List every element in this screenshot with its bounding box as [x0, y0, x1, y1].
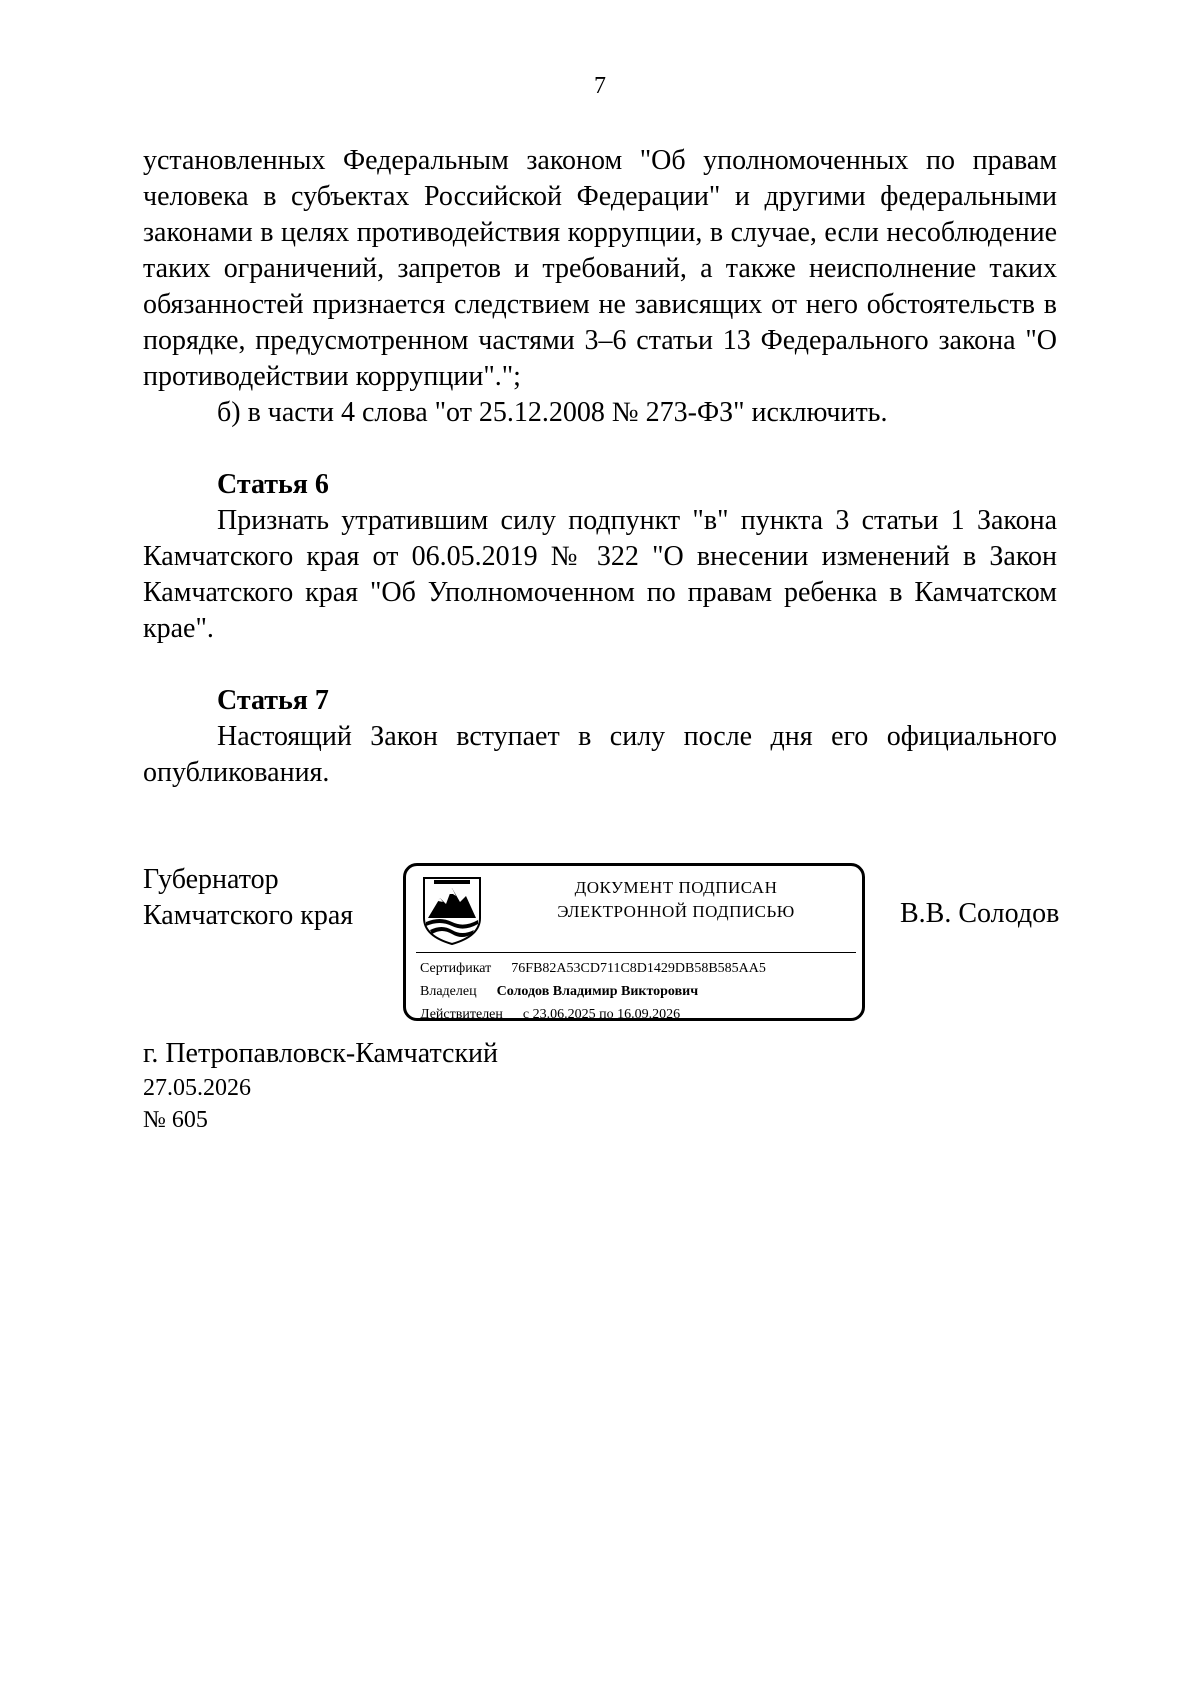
certificate-value: 76FB82A53CD711C8D1429DB58B585AA5	[511, 961, 766, 976]
electronic-signature-stamp	[403, 863, 865, 1021]
article-7-text: Настоящий Закон вступает в силу после дня его официального опубликования.	[143, 721, 1057, 788]
article-6-text: Признать утратившим силу подпункт "в" пункта 3 статьи 1 Закона Камчатского края от 06.05.2019 № 322 "О внесении изменений в Закон Камчатского края "Об Уполномоченном по правам ребенка в Камчатском крае".	[143, 505, 1057, 644]
document-date: 27.05.2026	[143, 1075, 251, 1101]
document-number: № 605	[143, 1107, 208, 1133]
kamchatka-coat-of-arms-icon	[420, 874, 484, 946]
paragraph-continuation: установленных Федеральным законом "Об уполномоченных по правам человека в субъектах Российской Федерации" и другими федеральными законами в целях противодействия коррупции, в случае, если несоблюдение таких ограничений, запретов и требований, а также неисполнение таких обязанностей признается следствием не зависящих от него обстоятельств в порядке, предусмотренном частями 3–6 статьи 13 Федерального закона "О противодействии коррупции".";	[143, 145, 1057, 392]
stamp-title-line-1: ДОКУМЕНТ ПОДПИСАН	[574, 878, 778, 897]
position-line-1: Губернатор	[143, 864, 279, 895]
document-body	[143, 143, 1057, 791]
paragraph-b: б) в части 4 слова "от 25.12.2008 № 273-ФЗ" исключить.	[217, 397, 888, 428]
validity-label: Действителен	[420, 1007, 503, 1022]
position-line-2: Камчатского края	[143, 900, 354, 931]
stamp-title	[506, 876, 846, 924]
document-place-date	[143, 1036, 498, 1136]
owner-label: Владелец	[420, 984, 477, 999]
stamp-validity-row	[420, 1006, 680, 1024]
validity-value: с 23.06.2025 по 16.09.2026	[522, 1007, 681, 1022]
signatory-position	[143, 862, 353, 934]
stamp-divider	[416, 952, 856, 953]
stamp-title-line-2: ЭЛЕКТРОННОЙ ПОДПИСЬЮ	[557, 902, 795, 921]
city: г. Петропавловск-Камчатский	[143, 1038, 499, 1069]
article-6-heading: Статья 6	[217, 469, 329, 500]
signatory-name: В.В. Солодов	[900, 898, 1060, 929]
certificate-label: Сертификат	[420, 961, 492, 976]
article-7-heading: Статья 7	[217, 685, 329, 716]
stamp-certificate-row	[420, 960, 766, 978]
stamp-owner-row	[420, 983, 698, 1001]
page-number: 7	[594, 73, 606, 99]
owner-value: Солодов Владимир Викторович	[496, 984, 699, 999]
